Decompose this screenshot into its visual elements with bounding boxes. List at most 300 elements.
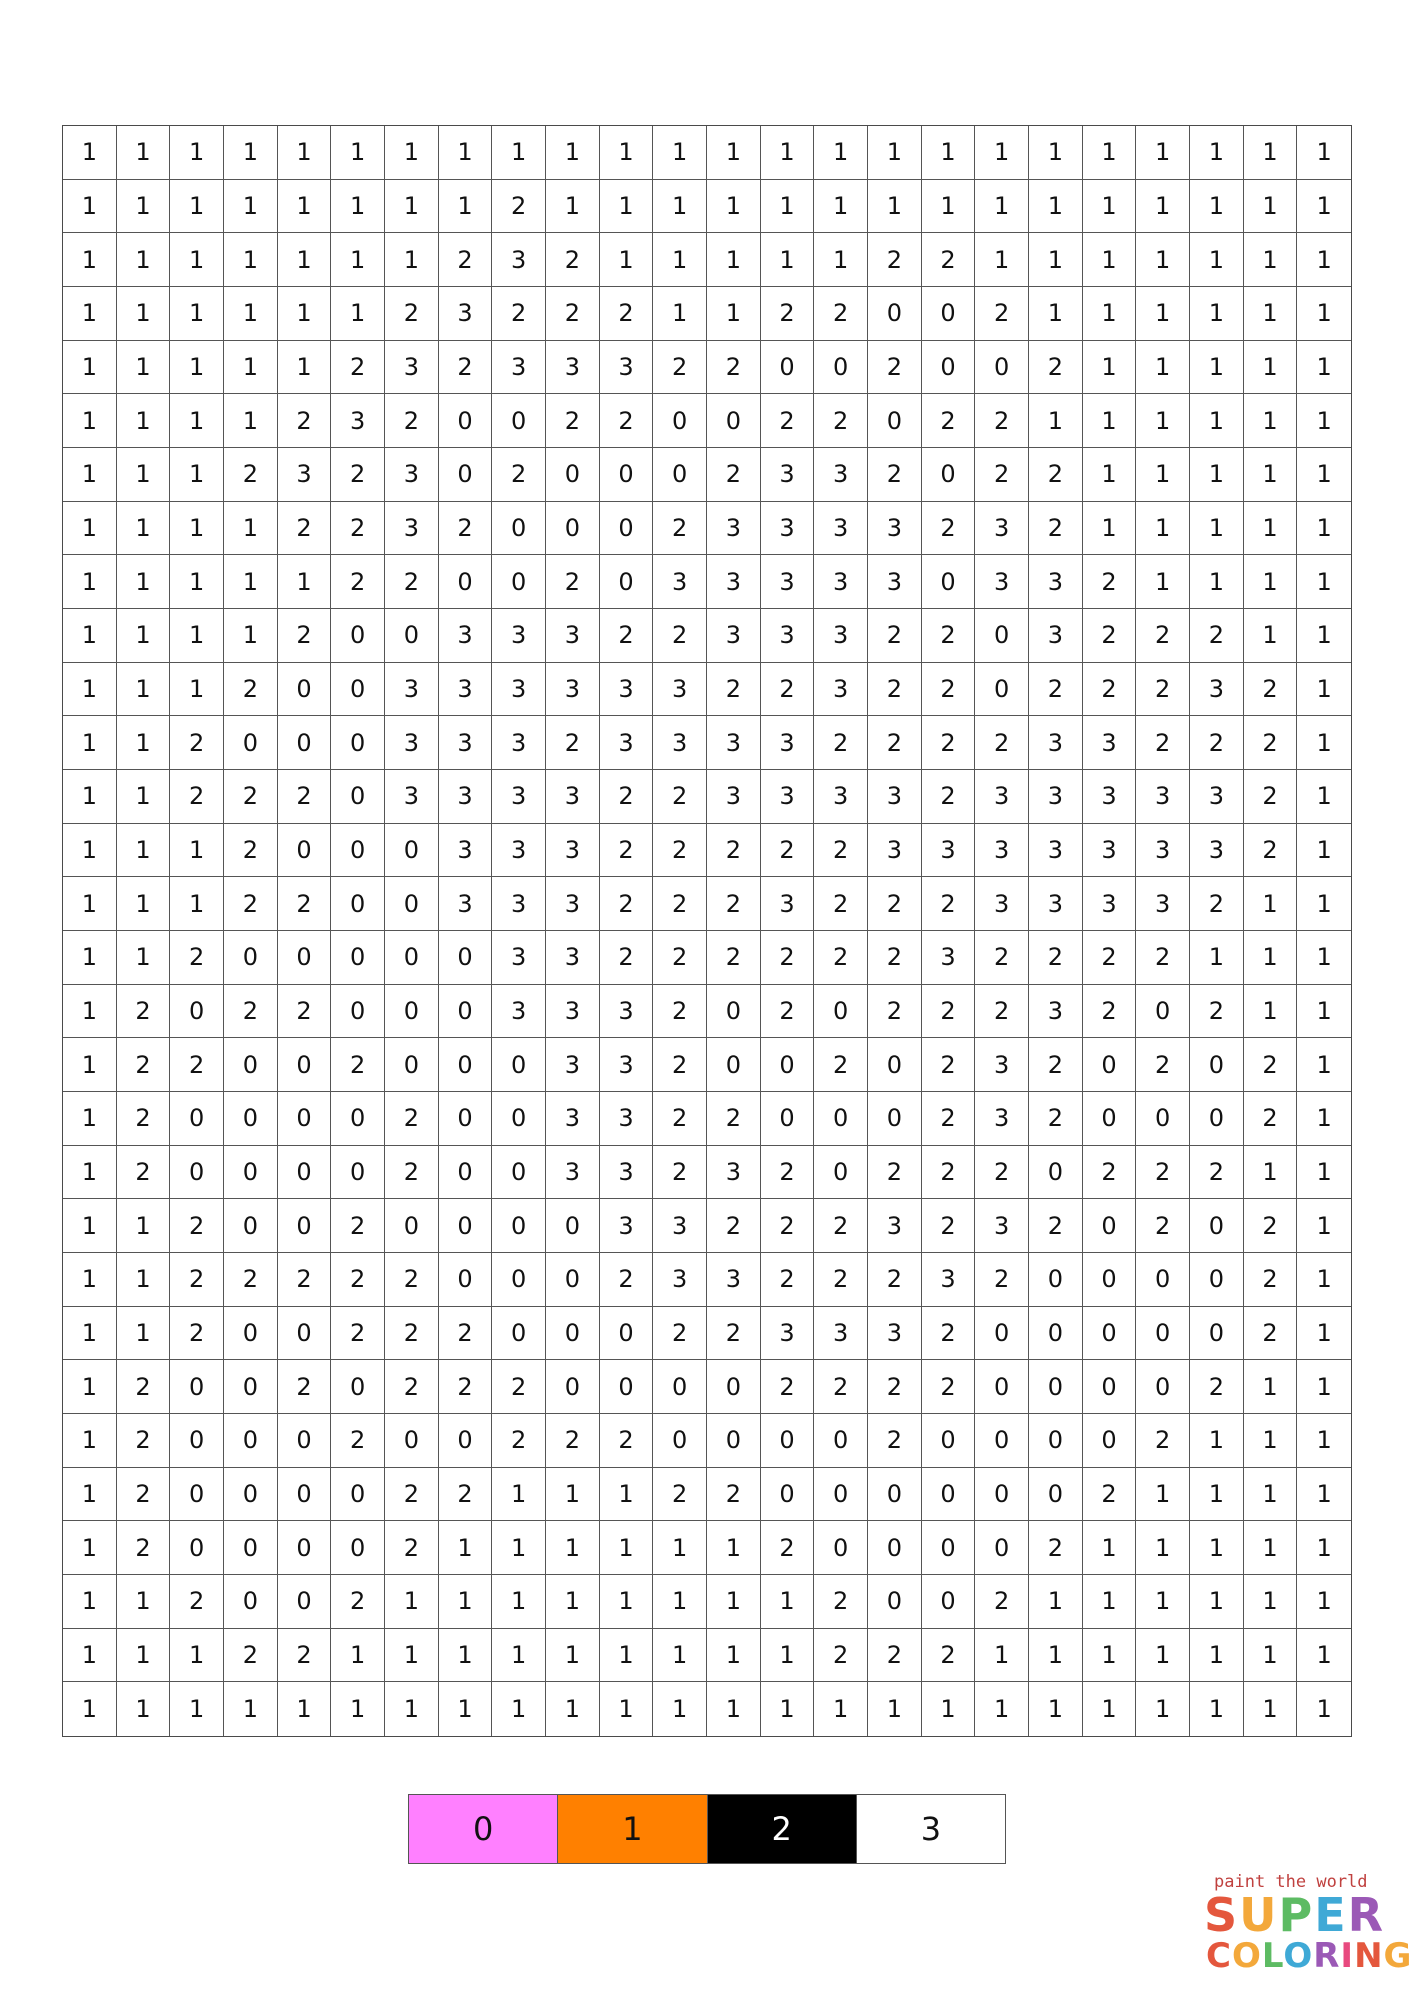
- grid-cell[interactable]: 1: [1297, 555, 1351, 609]
- grid-cell[interactable]: 2: [385, 555, 439, 609]
- grid-cell[interactable]: 3: [492, 663, 546, 717]
- grid-cell[interactable]: 3: [1083, 877, 1137, 931]
- grid-cell[interactable]: 1: [1136, 1682, 1190, 1736]
- grid-cell[interactable]: 3: [814, 555, 868, 609]
- grid-cell[interactable]: 1: [1244, 180, 1298, 234]
- grid-cell[interactable]: 0: [170, 1146, 224, 1200]
- grid-cell[interactable]: 1: [1029, 287, 1083, 341]
- grid-cell[interactable]: 1: [385, 233, 439, 287]
- grid-cell[interactable]: 3: [868, 824, 922, 878]
- grid-cell[interactable]: 1: [63, 233, 117, 287]
- grid-cell[interactable]: 0: [707, 1038, 761, 1092]
- grid-cell[interactable]: 0: [761, 1092, 815, 1146]
- grid-cell[interactable]: 3: [600, 341, 654, 395]
- grid-cell[interactable]: 0: [975, 1468, 1029, 1522]
- grid-cell[interactable]: 0: [278, 1038, 332, 1092]
- grid-cell[interactable]: 1: [1297, 1199, 1351, 1253]
- grid-cell[interactable]: 1: [170, 126, 224, 180]
- grid-cell[interactable]: 0: [1083, 1253, 1137, 1307]
- grid-cell[interactable]: 2: [170, 716, 224, 770]
- grid-cell[interactable]: 0: [868, 394, 922, 448]
- grid-cell[interactable]: 1: [1297, 502, 1351, 556]
- grid-cell[interactable]: 2: [1029, 448, 1083, 502]
- grid-cell[interactable]: 0: [331, 716, 385, 770]
- grid-cell[interactable]: 3: [600, 1038, 654, 1092]
- grid-cell[interactable]: 0: [385, 985, 439, 1039]
- grid-cell[interactable]: 2: [868, 931, 922, 985]
- grid-cell[interactable]: 1: [1029, 233, 1083, 287]
- grid-cell[interactable]: 2: [331, 1414, 385, 1468]
- grid-cell[interactable]: 3: [439, 287, 493, 341]
- grid-cell[interactable]: 1: [546, 1521, 600, 1575]
- grid-cell[interactable]: 1: [707, 126, 761, 180]
- grid-cell[interactable]: 1: [707, 1629, 761, 1683]
- grid-cell[interactable]: 2: [707, 1307, 761, 1361]
- grid-cell[interactable]: 0: [170, 1360, 224, 1414]
- grid-cell[interactable]: 0: [600, 1360, 654, 1414]
- grid-cell[interactable]: 0: [707, 394, 761, 448]
- grid-cell[interactable]: 1: [117, 180, 171, 234]
- grid-cell[interactable]: 1: [922, 1682, 976, 1736]
- grid-cell[interactable]: 0: [492, 555, 546, 609]
- grid-cell[interactable]: 2: [1083, 609, 1137, 663]
- grid-cell[interactable]: 3: [975, 1038, 1029, 1092]
- grid-cell[interactable]: 1: [1083, 180, 1137, 234]
- grid-cell[interactable]: 2: [331, 1253, 385, 1307]
- grid-cell[interactable]: 1: [868, 180, 922, 234]
- grid-cell[interactable]: 0: [278, 1146, 332, 1200]
- grid-cell[interactable]: 0: [439, 1092, 493, 1146]
- grid-cell[interactable]: 1: [170, 609, 224, 663]
- grid-cell[interactable]: 0: [868, 1575, 922, 1629]
- grid-cell[interactable]: 2: [1136, 931, 1190, 985]
- grid-cell[interactable]: 1: [1083, 394, 1137, 448]
- grid-cell[interactable]: 2: [707, 663, 761, 717]
- grid-cell[interactable]: 1: [117, 555, 171, 609]
- grid-cell[interactable]: 1: [492, 1521, 546, 1575]
- grid-cell[interactable]: 3: [868, 555, 922, 609]
- grid-cell[interactable]: 2: [653, 1468, 707, 1522]
- grid-cell[interactable]: 2: [922, 502, 976, 556]
- grid-cell[interactable]: 1: [1316, 1695, 1332, 1724]
- grid-cell[interactable]: 2: [1190, 877, 1244, 931]
- grid-cell[interactable]: 1: [1136, 1575, 1190, 1629]
- grid-cell[interactable]: 1: [600, 1575, 654, 1629]
- grid-cell[interactable]: 1: [1297, 770, 1351, 824]
- grid-cell[interactable]: 0: [922, 1521, 976, 1575]
- grid-cell[interactable]: 0: [1136, 1253, 1190, 1307]
- grid-cell[interactable]: 2: [224, 877, 278, 931]
- grid-cell[interactable]: 1: [278, 126, 332, 180]
- grid-cell[interactable]: 3: [600, 663, 654, 717]
- grid-cell[interactable]: 1: [814, 126, 868, 180]
- grid-cell[interactable]: 3: [1029, 716, 1083, 770]
- grid-cell[interactable]: 0: [922, 1575, 976, 1629]
- grid-cell[interactable]: 2: [1190, 985, 1244, 1039]
- grid-cell[interactable]: 1: [1244, 287, 1298, 341]
- grid-cell[interactable]: 3: [707, 770, 761, 824]
- grid-cell[interactable]: 1: [761, 180, 815, 234]
- grid-cell[interactable]: 1: [1244, 609, 1298, 663]
- grid-cell[interactable]: 1: [63, 1253, 117, 1307]
- grid-cell[interactable]: 1: [63, 877, 117, 931]
- grid-cell[interactable]: 1: [63, 1629, 117, 1683]
- grid-cell[interactable]: 3: [492, 985, 546, 1039]
- grid-cell[interactable]: 2: [1083, 663, 1137, 717]
- grid-cell[interactable]: 1: [1297, 877, 1351, 931]
- grid-cell[interactable]: 1: [1297, 1360, 1351, 1414]
- grid-cell[interactable]: 2: [117, 1038, 171, 1092]
- grid-cell[interactable]: 1: [1297, 1521, 1351, 1575]
- grid-cell[interactable]: 0: [224, 1468, 278, 1522]
- grid-cell[interactable]: 1: [63, 1092, 117, 1146]
- grid-cell[interactable]: 0: [439, 1199, 493, 1253]
- grid-cell[interactable]: 0: [170, 1521, 224, 1575]
- grid-cell[interactable]: 1: [707, 180, 761, 234]
- grid-cell[interactable]: 0: [1190, 1307, 1244, 1361]
- grid-cell[interactable]: 2: [868, 663, 922, 717]
- grid-cell[interactable]: 1: [331, 1682, 385, 1736]
- grid-cell[interactable]: 2: [653, 502, 707, 556]
- grid-cell[interactable]: 2: [761, 394, 815, 448]
- grid-cell[interactable]: 2: [707, 1468, 761, 1522]
- grid-cell[interactable]: 1: [117, 233, 171, 287]
- grid-cell[interactable]: 1: [600, 1521, 654, 1575]
- grid-cell[interactable]: 2: [331, 341, 385, 395]
- grid-cell[interactable]: 2: [1029, 1092, 1083, 1146]
- grid-cell[interactable]: 2: [922, 985, 976, 1039]
- grid-cell[interactable]: 2: [1244, 1199, 1298, 1253]
- grid-cell[interactable]: 1: [1083, 287, 1137, 341]
- grid-cell[interactable]: 2: [868, 448, 922, 502]
- grid-cell[interactable]: 1: [1297, 1253, 1351, 1307]
- grid-cell[interactable]: 1: [170, 1682, 224, 1736]
- grid-cell[interactable]: 2: [331, 555, 385, 609]
- grid-cell[interactable]: 2: [600, 1414, 654, 1468]
- grid-cell[interactable]: 3: [546, 341, 600, 395]
- grid-cell[interactable]: 1: [1244, 341, 1298, 395]
- grid-cell[interactable]: 1: [1190, 1521, 1244, 1575]
- grid-cell[interactable]: 1: [385, 1629, 439, 1683]
- grid-cell[interactable]: 1: [117, 1629, 171, 1683]
- grid-cell[interactable]: 2: [922, 877, 976, 931]
- grid-cell[interactable]: 0: [224, 1146, 278, 1200]
- grid-cell[interactable]: 0: [331, 609, 385, 663]
- grid-cell[interactable]: 1: [1136, 1521, 1190, 1575]
- grid-cell[interactable]: 0: [707, 1360, 761, 1414]
- grid-cell[interactable]: 1: [653, 126, 707, 180]
- grid-cell[interactable]: 3: [922, 1253, 976, 1307]
- grid-cell[interactable]: 2: [1244, 1307, 1298, 1361]
- grid-cell[interactable]: 0: [1083, 1307, 1137, 1361]
- grid-cell[interactable]: 2: [814, 1575, 868, 1629]
- grid-cell[interactable]: 3: [814, 770, 868, 824]
- grid-cell[interactable]: 1: [224, 502, 278, 556]
- grid-cell[interactable]: 2: [492, 1360, 546, 1414]
- grid-cell[interactable]: 2: [761, 1521, 815, 1575]
- grid-cell[interactable]: 0: [278, 1092, 332, 1146]
- grid-cell[interactable]: 0: [224, 1092, 278, 1146]
- grid-cell[interactable]: 2: [224, 1629, 278, 1683]
- grid-cell[interactable]: 2: [868, 609, 922, 663]
- grid-cell[interactable]: 1: [224, 180, 278, 234]
- grid-cell[interactable]: 1: [1136, 394, 1190, 448]
- grid-cell[interactable]: 2: [1029, 931, 1083, 985]
- grid-cell[interactable]: 2: [385, 1360, 439, 1414]
- grid-cell[interactable]: 3: [922, 931, 976, 985]
- grid-cell[interactable]: 0: [331, 985, 385, 1039]
- grid-cell[interactable]: 1: [1244, 555, 1298, 609]
- grid-cell[interactable]: 1: [63, 1575, 117, 1629]
- grid-cell[interactable]: 1: [975, 180, 1029, 234]
- grid-cell[interactable]: 1: [170, 448, 224, 502]
- grid-cell[interactable]: 1: [1244, 1414, 1298, 1468]
- grid-cell[interactable]: 3: [1136, 770, 1190, 824]
- grid-cell[interactable]: 2: [1244, 1253, 1298, 1307]
- grid-cell[interactable]: 1: [63, 1307, 117, 1361]
- grid-cell[interactable]: 3: [492, 931, 546, 985]
- grid-cell[interactable]: 1: [117, 1253, 171, 1307]
- grid-cell[interactable]: 2: [868, 877, 922, 931]
- grid-cell[interactable]: 0: [653, 1360, 707, 1414]
- grid-cell[interactable]: 1: [814, 1682, 868, 1736]
- grid-cell[interactable]: 0: [922, 287, 976, 341]
- grid-cell[interactable]: 1: [1083, 126, 1137, 180]
- grid-cell[interactable]: 2: [1029, 1521, 1083, 1575]
- grid-cell[interactable]: 3: [546, 877, 600, 931]
- grid-cell[interactable]: 1: [117, 931, 171, 985]
- grid-cell[interactable]: 0: [1029, 1253, 1083, 1307]
- grid-cell[interactable]: 2: [224, 824, 278, 878]
- grid-cell[interactable]: 1: [1029, 394, 1083, 448]
- grid-cell[interactable]: 1: [1136, 287, 1190, 341]
- grid-cell[interactable]: 3: [546, 1038, 600, 1092]
- grid-cell[interactable]: 0: [385, 609, 439, 663]
- grid-cell[interactable]: 2: [492, 1414, 546, 1468]
- grid-cell[interactable]: 1: [1190, 1468, 1244, 1522]
- grid-cell[interactable]: 3: [868, 502, 922, 556]
- grid-cell[interactable]: 1: [707, 1521, 761, 1575]
- grid-cell[interactable]: 3: [707, 609, 761, 663]
- grid-cell[interactable]: 2: [814, 931, 868, 985]
- grid-cell[interactable]: 3: [1029, 609, 1083, 663]
- grid-cell[interactable]: 1: [1083, 1521, 1137, 1575]
- grid-cell[interactable]: 0: [1136, 1360, 1190, 1414]
- grid-cell[interactable]: 1: [1297, 1038, 1351, 1092]
- grid-cell[interactable]: 0: [814, 1414, 868, 1468]
- grid-cell[interactable]: 3: [1029, 770, 1083, 824]
- grid-cell[interactable]: 1: [1083, 341, 1137, 395]
- grid-cell[interactable]: 2: [1029, 502, 1083, 556]
- grid-cell[interactable]: 1: [1190, 555, 1244, 609]
- grid-cell[interactable]: 3: [761, 555, 815, 609]
- grid-cell[interactable]: 2: [868, 1146, 922, 1200]
- grid-cell[interactable]: 2: [546, 233, 600, 287]
- grid-cell[interactable]: 3: [814, 609, 868, 663]
- grid-cell[interactable]: 1: [814, 180, 868, 234]
- grid-cell[interactable]: 2: [117, 1360, 171, 1414]
- grid-cell[interactable]: 1: [63, 1146, 117, 1200]
- grid-cell[interactable]: 0: [439, 555, 493, 609]
- grid-cell[interactable]: 2: [1244, 1092, 1298, 1146]
- grid-cell[interactable]: 2: [1244, 824, 1298, 878]
- grid-cell[interactable]: 1: [707, 1682, 761, 1736]
- grid-cell[interactable]: 0: [439, 931, 493, 985]
- grid-cell[interactable]: 3: [439, 609, 493, 663]
- grid-cell[interactable]: 3: [761, 502, 815, 556]
- grid-cell[interactable]: 0: [600, 555, 654, 609]
- grid-cell[interactable]: 0: [1190, 1253, 1244, 1307]
- grid-cell[interactable]: 3: [707, 1146, 761, 1200]
- grid-cell[interactable]: 3: [600, 985, 654, 1039]
- grid-cell[interactable]: 1: [1190, 394, 1244, 448]
- grid-cell[interactable]: 0: [814, 341, 868, 395]
- grid-cell[interactable]: 0: [278, 716, 332, 770]
- grid-cell[interactable]: 3: [814, 1307, 868, 1361]
- grid-cell[interactable]: 0: [868, 1092, 922, 1146]
- grid-cell[interactable]: 1: [1297, 1414, 1351, 1468]
- grid-cell[interactable]: 1: [439, 1575, 493, 1629]
- grid-cell[interactable]: 0: [1136, 985, 1190, 1039]
- grid-cell[interactable]: 1: [492, 1682, 546, 1736]
- grid-cell[interactable]: 2: [868, 1414, 922, 1468]
- grid-cell[interactable]: 0: [975, 341, 1029, 395]
- grid-cell[interactable]: 0: [1190, 1199, 1244, 1253]
- grid-cell[interactable]: 2: [761, 1360, 815, 1414]
- grid-cell[interactable]: 1: [439, 1629, 493, 1683]
- grid-cell[interactable]: 2: [707, 1092, 761, 1146]
- grid-cell[interactable]: 1: [546, 1629, 600, 1683]
- grid-cell[interactable]: 1: [331, 126, 385, 180]
- grid-cell[interactable]: 1: [492, 1629, 546, 1683]
- grid-cell[interactable]: 1: [63, 716, 117, 770]
- grid-cell[interactable]: 3: [975, 770, 1029, 824]
- grid-cell[interactable]: 1: [63, 448, 117, 502]
- grid-cell[interactable]: 2: [868, 1629, 922, 1683]
- grid-cell[interactable]: 2: [814, 877, 868, 931]
- grid-cell[interactable]: 2: [761, 931, 815, 985]
- grid-cell[interactable]: 2: [170, 1575, 224, 1629]
- grid-cell[interactable]: 2: [600, 287, 654, 341]
- grid-cell[interactable]: 3: [975, 1199, 1029, 1253]
- grid-cell[interactable]: 1: [814, 233, 868, 287]
- grid-cell[interactable]: 1: [63, 1199, 117, 1253]
- grid-cell[interactable]: 1: [63, 287, 117, 341]
- grid-cell[interactable]: 2: [1136, 609, 1190, 663]
- grid-cell[interactable]: 1: [707, 1575, 761, 1629]
- grid-cell[interactable]: 3: [707, 502, 761, 556]
- grid-cell[interactable]: 2: [707, 931, 761, 985]
- grid-cell[interactable]: 0: [492, 1092, 546, 1146]
- grid-cell[interactable]: 0: [439, 1038, 493, 1092]
- grid-cell[interactable]: 1: [117, 341, 171, 395]
- grid-cell[interactable]: 1: [170, 287, 224, 341]
- grid-cell[interactable]: 2: [1029, 1199, 1083, 1253]
- grid-cell[interactable]: 3: [814, 448, 868, 502]
- grid-cell[interactable]: 2: [600, 770, 654, 824]
- grid-cell[interactable]: 3: [546, 609, 600, 663]
- grid-cell[interactable]: 1: [331, 180, 385, 234]
- grid-cell[interactable]: 2: [1083, 1146, 1137, 1200]
- grid-cell[interactable]: 3: [1029, 824, 1083, 878]
- grid-cell[interactable]: 3: [600, 1092, 654, 1146]
- grid-cell[interactable]: 2: [278, 770, 332, 824]
- grid-cell[interactable]: 2: [1083, 931, 1137, 985]
- grid-cell[interactable]: 0: [1083, 1199, 1137, 1253]
- grid-cell[interactable]: 1: [1297, 1468, 1351, 1522]
- grid-cell[interactable]: 0: [546, 1307, 600, 1361]
- grid-cell[interactable]: 0: [1029, 1360, 1083, 1414]
- grid-cell[interactable]: 2: [1136, 1038, 1190, 1092]
- grid-cell[interactable]: 3: [439, 770, 493, 824]
- grid-cell[interactable]: 0: [170, 1092, 224, 1146]
- grid-cell[interactable]: 2: [707, 448, 761, 502]
- grid-cell[interactable]: 3: [1029, 555, 1083, 609]
- grid-cell[interactable]: 2: [922, 1092, 976, 1146]
- grid-cell[interactable]: 1: [1083, 1682, 1137, 1736]
- grid-cell[interactable]: 2: [1029, 341, 1083, 395]
- grid-cell[interactable]: 2: [117, 1414, 171, 1468]
- grid-cell[interactable]: 1: [1190, 341, 1244, 395]
- grid-cell[interactable]: 2: [1083, 985, 1137, 1039]
- grid-cell[interactable]: 3: [653, 716, 707, 770]
- grid-cell[interactable]: 0: [600, 448, 654, 502]
- grid-cell[interactable]: 2: [1190, 716, 1244, 770]
- grid-cell[interactable]: 1: [975, 233, 1029, 287]
- grid-cell[interactable]: 1: [224, 555, 278, 609]
- grid-cell[interactable]: 1: [1244, 448, 1298, 502]
- grid-cell[interactable]: 2: [1083, 1468, 1137, 1522]
- grid-cell[interactable]: 0: [385, 931, 439, 985]
- grid-cell[interactable]: 2: [385, 1468, 439, 1522]
- grid-cell[interactable]: 3: [653, 555, 707, 609]
- grid-cell[interactable]: 0: [278, 1468, 332, 1522]
- grid-cell[interactable]: 1: [653, 1521, 707, 1575]
- grid-cell[interactable]: 1: [1244, 877, 1298, 931]
- grid-cell[interactable]: 3: [1083, 770, 1137, 824]
- grid-cell[interactable]: 0: [439, 985, 493, 1039]
- grid-cell[interactable]: 1: [600, 1682, 654, 1736]
- grid-cell[interactable]: 0: [600, 1307, 654, 1361]
- grid-cell[interactable]: 3: [385, 448, 439, 502]
- grid-cell[interactable]: 2: [653, 985, 707, 1039]
- grid-cell[interactable]: 2: [814, 824, 868, 878]
- grid-cell[interactable]: 2: [278, 1360, 332, 1414]
- grid-cell[interactable]: 3: [492, 716, 546, 770]
- grid-cell[interactable]: 1: [1297, 233, 1351, 287]
- grid-cell[interactable]: 2: [814, 1199, 868, 1253]
- grid-cell[interactable]: 1: [1297, 1575, 1351, 1629]
- grid-cell[interactable]: 2: [922, 1360, 976, 1414]
- grid-cell[interactable]: 1: [1190, 931, 1244, 985]
- grid-cell[interactable]: 1: [439, 1521, 493, 1575]
- grid-cell[interactable]: 3: [546, 1092, 600, 1146]
- grid-cell[interactable]: 2: [278, 502, 332, 556]
- grid-cell[interactable]: 0: [278, 824, 332, 878]
- grid-cell[interactable]: 2: [975, 716, 1029, 770]
- grid-cell[interactable]: 1: [975, 1629, 1029, 1683]
- grid-cell[interactable]: 2: [1136, 1414, 1190, 1468]
- grid-cell[interactable]: 2: [546, 287, 600, 341]
- grid-cell[interactable]: 3: [707, 1253, 761, 1307]
- grid-cell[interactable]: 1: [63, 931, 117, 985]
- grid-cell[interactable]: 3: [492, 770, 546, 824]
- grid-cell[interactable]: 3: [975, 502, 1029, 556]
- grid-cell[interactable]: 3: [761, 1307, 815, 1361]
- grid-cell[interactable]: 2: [868, 341, 922, 395]
- grid-cell[interactable]: 0: [814, 1468, 868, 1522]
- grid-cell[interactable]: 2: [761, 287, 815, 341]
